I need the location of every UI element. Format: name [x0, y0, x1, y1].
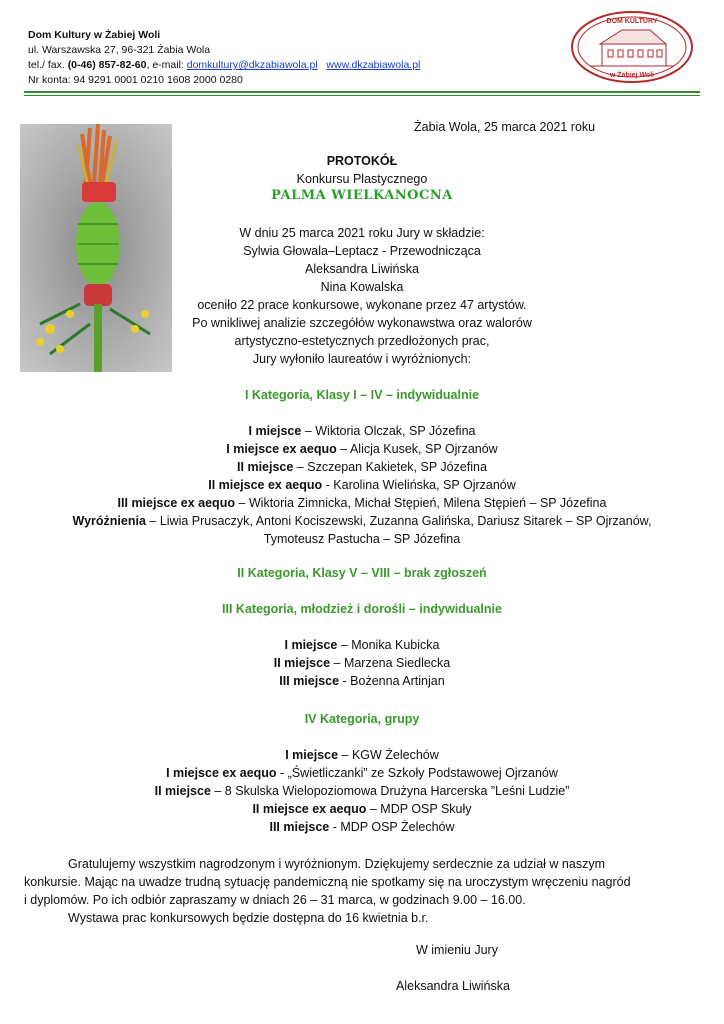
org-logo	[570, 10, 694, 84]
result-row	[0, 782, 724, 800]
category-2-title: II Kategoria, Klasy V – VIII – brak zgłoszeń	[237, 566, 487, 580]
closing-paragraph	[24, 855, 704, 927]
header-rule-thin	[24, 95, 700, 96]
email-link[interactable]: domkultury@dkzabiawola.pl	[186, 59, 318, 71]
closing-line: konkursie. Mając na uwadze trudną sytuację pandemiczną nie spotkamy się na uroczystym wręczeniu nagród	[24, 875, 631, 889]
website-link[interactable]: www.dkzabiawola.pl	[326, 59, 421, 71]
result-row	[0, 422, 724, 440]
intro-line: Po wnikliwej analizie szczegółów wykonawstwa oraz walorów	[192, 316, 532, 330]
signature-name: Aleksandra Liwińska	[396, 979, 510, 993]
intro-line: W dniu 25 marca 2021 roku Jury w składzie:	[239, 226, 485, 240]
intro-line: Aleksandra Liwińska	[305, 262, 419, 276]
winner-text: – 8 Skulska Wielopoziomowa Drużyna Harcerska ”Leśni Ludzie”	[210, 784, 570, 798]
winner-text: – Szczepan Kakietek, SP Józefina	[293, 460, 487, 474]
winner-text: - MDP OSP Żelechów	[329, 820, 455, 834]
winner-text: – Liwia Prusaczyk, Antoni Kociszewski, Zuzanna Galińska, Dariusz Sitarek – SP Ojrzanów,	[145, 514, 652, 528]
org-name: Dom Kultury w Żabiej Woli	[28, 29, 161, 41]
result-row	[0, 476, 724, 494]
closing-line: Gratulujemy wszystkim nagrodzonym i wyróżnionym. Dziękujemy serdecznie za udział w naszym	[68, 857, 605, 871]
place-label: II miejsce ex aequo	[208, 478, 323, 492]
winner-text: – KGW Żelechów	[338, 748, 439, 762]
place-label: I miejsce	[248, 424, 302, 438]
result-row	[0, 764, 724, 782]
contest-name: PALMA WIELKANOCNA	[271, 188, 453, 203]
logo-bottom-text: w Żabiej Woli	[609, 72, 655, 79]
winner-text: – Alicja Kusek, SP Ojrzanów	[336, 442, 498, 456]
result-row	[0, 654, 724, 672]
intro-line: Jury wyłoniło laureatów i wyróżnionych:	[252, 352, 472, 366]
intro-line: artystyczno-estetycznych przedłożonych prac,	[234, 334, 490, 348]
result-row	[0, 458, 724, 476]
letterhead	[28, 28, 420, 88]
place-label: I miejsce	[285, 748, 339, 762]
result-row	[0, 636, 724, 654]
winner-text: – Marzena Siedlecka	[330, 656, 451, 670]
contest-subtitle: Konkursu Plastycznego	[296, 172, 428, 186]
category-1-heading	[0, 386, 724, 404]
place-label: III miejsce ex aequo	[117, 496, 235, 510]
closing-line: Wystawa prac konkursowych będzie dostępna do 16 kwietnia b.r.	[68, 911, 429, 925]
contact-line	[28, 58, 420, 73]
document-title: PROTOKÓŁ	[326, 154, 398, 168]
date-line: Żabia Wola, 25 marca 2021 roku	[414, 120, 596, 134]
category-4-heading	[0, 710, 724, 728]
winner-text: – Wiktoria Olczak, SP Józefina	[301, 424, 476, 438]
place-label: II miejsce	[273, 656, 331, 670]
category-3-results	[0, 636, 724, 690]
email-label: , e-mail:	[146, 59, 184, 71]
intro-text	[0, 224, 724, 368]
result-row	[0, 800, 724, 818]
winner-text: – MDP OSP Skuły	[366, 802, 472, 816]
result-row	[0, 672, 724, 690]
phone-number: (0-46) 857-82-60	[67, 59, 147, 71]
winner-text: – Monika Kubicka	[337, 638, 440, 652]
winner-text: - „Świetliczanki” ze Szkoły Podstawowej Ojrzanów	[276, 766, 558, 780]
result-row	[0, 494, 724, 512]
place-label: III miejsce	[279, 674, 340, 688]
closing-line: i dyplomów. Po ich odbiór zapraszamy w dniach 26 – 31 marca, w godzinach 9.00 – 16.00.	[24, 893, 526, 907]
place-label: I miejsce ex aequo	[166, 766, 277, 780]
result-row	[0, 818, 724, 836]
result-row	[0, 512, 724, 530]
place-label: II miejsce ex aequo	[252, 802, 367, 816]
org-address: ul. Warszawska 27, 96-321 Żabia Wola	[28, 44, 211, 56]
building-drawing	[590, 30, 674, 66]
category-1-title: I Kategoria, Klasy I – IV – indywidualnie	[244, 388, 480, 402]
category-2-heading	[0, 564, 724, 582]
category-3-title: III Kategoria, młodzież i dorośli – indywidualnie	[222, 602, 502, 616]
winner-text: – Wiktoria Zimnicka, Michał Stępień, Milena Stępień – SP Józefina	[234, 496, 607, 510]
place-label: II miejsce	[154, 784, 211, 798]
intro-line: Nina Kowalska	[320, 280, 404, 294]
phone-prefix: tel./ fax.	[28, 59, 65, 71]
result-row-continuation: Tymoteusz Pastucha – SP Józefina	[263, 532, 461, 546]
winner-text: - Bożenna Artinjan	[339, 674, 445, 688]
place-label: I miejsce	[284, 638, 338, 652]
place-label: Wyróżnienia	[72, 514, 146, 528]
winner-text: - Karolina Wielińska, SP Ojrzanów	[322, 478, 516, 492]
logo-top-text: DOM KULTURY	[606, 18, 658, 25]
intro-line: Sylwia Głowala–Leptacz - Przewodnicząca	[243, 244, 481, 258]
title-block	[0, 152, 724, 188]
signature-label: W imieniu Jury	[416, 943, 498, 957]
category-1-results	[0, 422, 724, 548]
result-row	[0, 746, 724, 764]
category-4-title: IV Kategoria, grupy	[304, 712, 420, 726]
place-label: III miejsce	[269, 820, 330, 834]
category-4-results	[0, 746, 724, 836]
category-3-heading	[0, 600, 724, 618]
place-label: I miejsce ex aequo	[226, 442, 337, 456]
place-label: II miejsce	[237, 460, 294, 474]
result-row	[0, 440, 724, 458]
intro-line: oceniło 22 prace konkursowe, wykonane przez 47 artystów.	[197, 298, 527, 312]
bank-account: Nr konta: 94 9291 0001 0210 1608 2000 0280	[28, 74, 243, 86]
header-rule	[24, 91, 700, 93]
